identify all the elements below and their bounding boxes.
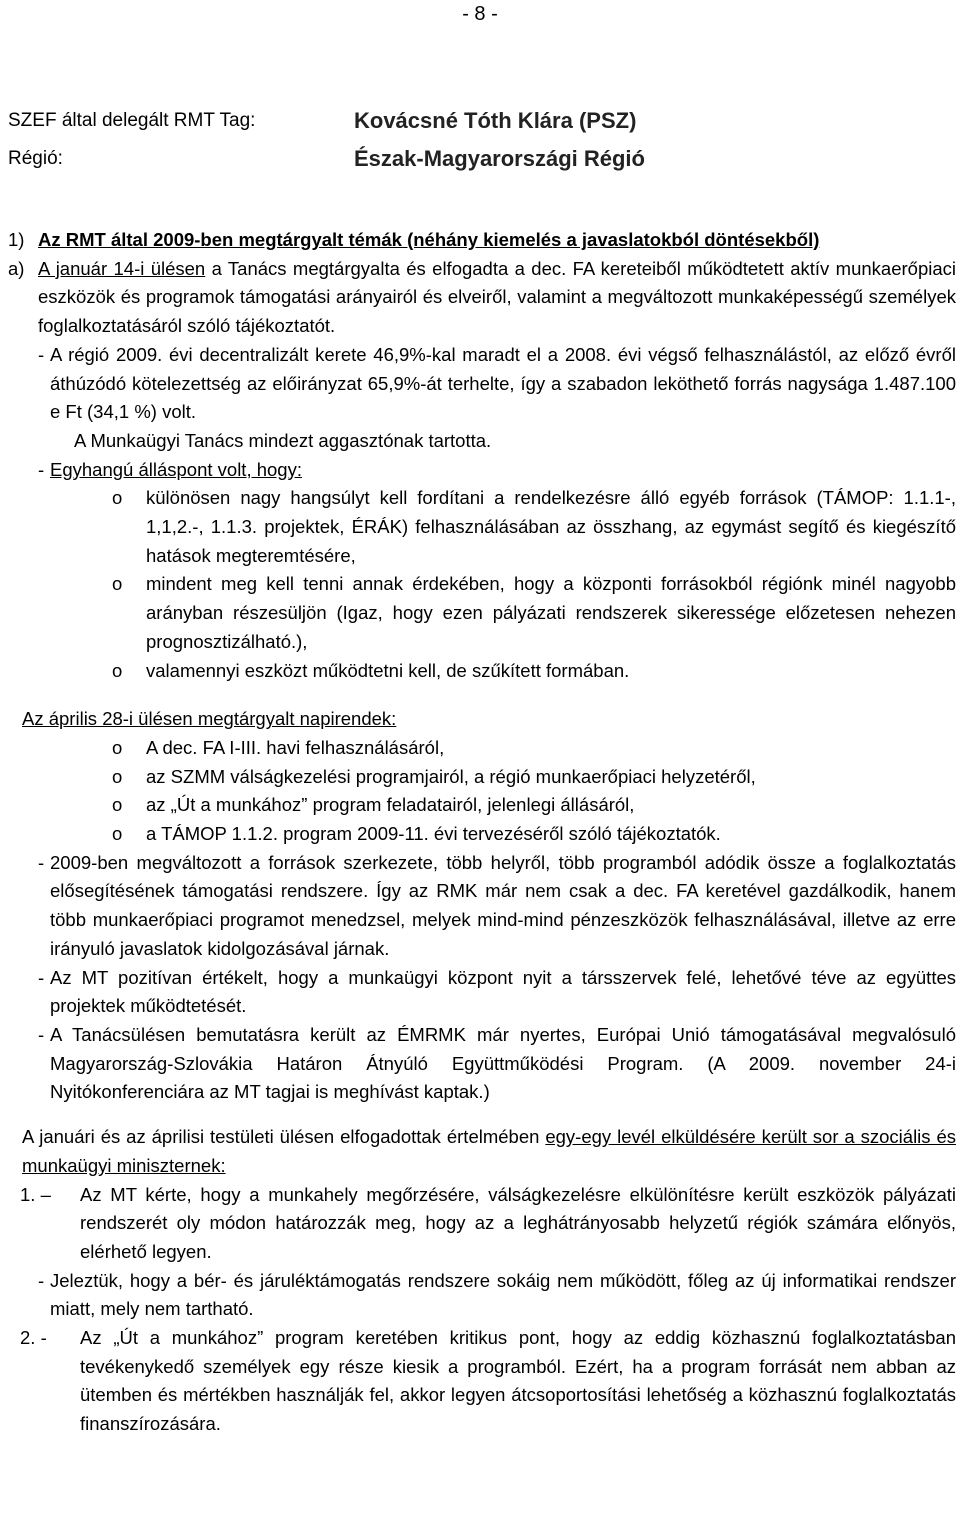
section-title: Az RMT által 2009-ben megtárgyalt témák (néhány kiemelés a javaslatokból döntésekből)	[38, 229, 820, 250]
list-item	[8, 1021, 956, 1107]
page-number: - 8 -	[462, 3, 498, 25]
april-agenda-title: Az április 28-i ülésen megtárgyalt napirendek:	[22, 708, 397, 730]
paragraph-a-text	[38, 255, 956, 341]
delegate-name: Kovácsné Tóth Klára (PSZ)	[354, 107, 637, 133]
delegate-label: SZEF által delegált RMT Tag:	[8, 109, 256, 131]
section-heading	[8, 226, 956, 255]
list-item	[8, 849, 956, 964]
item-number	[8, 1181, 80, 1210]
bullet-item	[8, 484, 956, 570]
bullet-item	[8, 570, 956, 656]
bullet-item	[8, 734, 956, 763]
bullet-text: valamennyi eszközt működtetni kell, de szűkített formában.	[146, 659, 630, 681]
paragraph-a	[8, 255, 956, 341]
bullet-item	[8, 820, 956, 849]
bullet-text: A dec. FA I-III. havi felhasználásáról,	[146, 736, 445, 758]
bullet-marker: o	[112, 823, 123, 845]
bullet-marker: o	[112, 765, 123, 787]
bullet-text: különösen nagy hangsúlyt kell fordítani a rendelkezésre álló egyéb források (TÁMOP: 1.1.1-, 1,1,2.-, 1.1.3. projektek, ÉRÁK) felhasználásában az összhang, az egymást segítő és kiegészítő hatások megteremtésére,	[146, 487, 956, 566]
numbered-item	[8, 1324, 956, 1439]
numbered-item	[8, 1181, 956, 1267]
bullet-marker: o	[112, 736, 123, 758]
region-row	[8, 140, 948, 178]
bullet-marker: o	[112, 487, 123, 509]
dash-marker: -	[38, 343, 45, 365]
january-session-link: A január 14-i ülésen	[38, 257, 206, 279]
list-item	[8, 341, 956, 427]
bullet-text: mindent meg kell tenni annak érdekében, hogy a központi forrásokból régiónk minél nagyobb arányban részesüljön (Igaz, hogy ezen pályázati rendszerek sikeressége előzetesen nehezen prognosztizálható.),	[146, 573, 956, 652]
dash-marker: -	[38, 458, 45, 480]
bullet-marker: o	[112, 573, 123, 595]
item-dash: –	[40, 1183, 51, 1205]
bullet-marker: o	[112, 794, 123, 816]
council-note: A Munkaügyi Tanács mindezt aggasztónak tartotta.	[74, 429, 492, 451]
document-header	[8, 102, 948, 178]
item-number-2: 2. -	[20, 1327, 47, 1349]
bullet-text: az „Út a munkához” program feladatairól, jelenlegi állásáról,	[146, 794, 635, 816]
numbered-item-text: Az MT kérte, hogy a munkahely megőrzésére, válságkezelésre elkülönítésre került eszközök pályázati rendszerét oly módon határozzák meg, hogy az a leghátrányosabb helyzetű régiók számára előnyös, elérhető legyen.	[80, 1183, 956, 1262]
section-number: 1)	[8, 229, 25, 250]
dash-marker: -	[38, 1023, 45, 1045]
list-item	[8, 1267, 956, 1324]
list-item-text: 2009-ben megváltozott a források szerkezete, több helyről, több programból adódik össze a foglalkoztatás elősegítésének támogatási rendszere. Így az RMK már nem csak a dec. FA keretével gazdálkodik, hanem több munkaerőpiaci programot menedzsel, melyek mind-mind pénzeszközök felhasználásával, illetve az erre irányuló javaslatok kidolgozásával járnak.	[50, 851, 956, 959]
letters-intro-text: A januári és az áprilisi testületi ülésen elfogadottak értelmében	[22, 1126, 540, 1148]
consensus-title: Egyhangú álláspont volt, hogy:	[50, 458, 302, 480]
bullet-item	[8, 657, 956, 686]
dash-marker: -	[38, 851, 45, 873]
bullet-item	[8, 791, 956, 820]
list-item	[8, 964, 956, 1021]
list-item-text: A Tanácsülésen bemutatásra került az ÉMRMK már nyertes, Európai Unió támogatásával megvalósuló Magyarország-Szlovákia Határon Átnyúló Együttműködési Program. (A 2009. november 24-i Nyitókonferenciára az MT tagjai is meghívást kaptak.)	[50, 1023, 956, 1103]
numbered-item-text: Az „Út a munkához” program keretében kritikus pont, hogy az eddig közhasznú foglalkoztatásban tevékenykedő személyek egy része kiesik a programból. Ezért, ha a program forrását nem abban az ütemben és mértékben használják fel, akkor legyen átcsoportosítási lehetőség a közhasznú foglalkoztatás finanszírozására.	[80, 1327, 956, 1435]
region-label: Régió:	[8, 147, 63, 169]
delegate-row	[8, 102, 948, 140]
letters-intro-underlined: egy-egy levél elküldésére került sor a szociális és munkaügyi miniszternek:	[22, 1126, 957, 1176]
paragraph-a-body: a Tanács megtárgyalta és elfogadta a dec. FA kereteiből működtetett aktív munkaerőpiaci eszközök és programok támogatási arányairól és elveiről, valamint a megváltozott munkaképességű személyek foglalkoztatásáról szóló tájékoztatót.	[38, 257, 956, 337]
bullet-item	[8, 763, 956, 792]
item-number-1: 1.	[20, 1183, 36, 1205]
paragraph-a-label: a)	[8, 257, 25, 279]
document-body	[8, 226, 956, 1439]
list-item-text: A régió 2009. évi decentralizált kerete 46,9%-kal maradt el a 2008. évi végső felhasználástól, az előző évről áthúzódó kötelezettség az előirányzat 65,9%-át terhelte, így a szabadon leköthető forrás nagysága 1.487.100 e Ft (34,1 %) volt.	[50, 343, 956, 423]
list-item-text: Az MT pozitívan értékelt, hogy a munkaügyi központ nyit a társszervek felé, lehetővé téve az együttes projektek működtetését.	[50, 966, 956, 1017]
bullet-text: az SZMM válságkezelési programjairól, a régió munkaerőpiaci helyzetéről,	[146, 765, 756, 787]
dash-marker: -	[38, 1269, 45, 1291]
region-name: Észak-Magyarországi Régió	[354, 145, 645, 171]
letters-intro	[8, 1123, 956, 1180]
bullet-marker: o	[112, 659, 123, 681]
bullet-text: a TÁMOP 1.1.2. program 2009-11. évi tervezéséről szóló tájékoztatók.	[146, 823, 721, 845]
list-item-text: Jeleztük, hogy a bér- és járuléktámogatás rendszere sokáig nem működött, főleg az új informatikai rendszer miatt, mely nem tartható.	[50, 1269, 956, 1320]
dash-marker: -	[38, 966, 45, 988]
list-item	[8, 456, 956, 485]
